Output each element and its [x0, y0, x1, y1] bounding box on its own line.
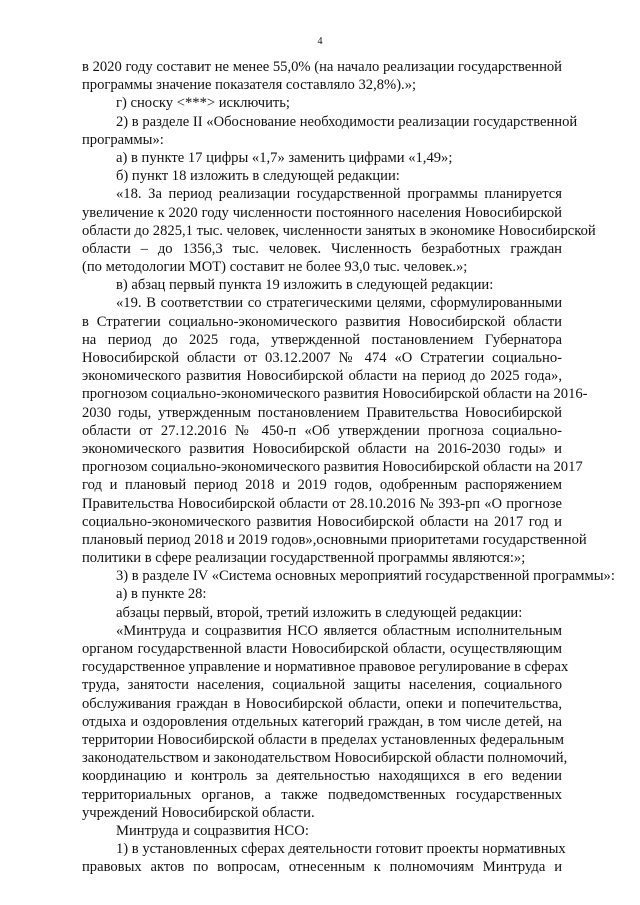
text-line: 2030 годы, утвержденным постановлением Правительства Новосибирской [82, 404, 562, 421]
text-line: учреждений Новосибирской области. [82, 804, 315, 821]
text-line: экономического развития Новосибирской области на 2016-2030 годы» и [82, 440, 562, 457]
text-line: обслуживания граждан в Новосибирской области, опеки и попечительства, [82, 695, 562, 712]
text-line: труда, занятости населения, социальной защиты населения, социального [82, 677, 562, 694]
text-line: государственное управление и нормативное правовое регулирование в сферах [82, 659, 569, 676]
text-line: экономического развития Новосибирской области на период до 2025 года», [82, 368, 562, 385]
text-line: прогнозом социально-экономического развития Новосибирской области на 2016- [82, 386, 588, 403]
text-line: Правительства Новосибирской области от 28.10.2016 № 393-рп «О прогнозе [82, 495, 562, 512]
text-line: 3) в разделе IV «Система основных мероприятий государственной программы»: [116, 568, 615, 585]
text-line: области – до 1356,3 тыс. человек. Численность безработных граждан [82, 240, 562, 257]
text-line: а) в пункте 28: [116, 586, 207, 603]
text-line: законодательством и законодательством Новосибирской области полномочий, [82, 750, 568, 767]
text-line: программы»: [82, 131, 164, 148]
text-line: области до 2825,1 тыс. человек, численности занятых в экономике Новосибирской [82, 222, 596, 239]
document-body [82, 58, 615, 876]
text-line: Новосибирской области от 03.12.2007 № 474 «О Стратегии социально- [82, 350, 562, 366]
text-line: 1) в установленных сферах деятельности готовит проекты нормативных [116, 841, 566, 858]
text-line: на период до 2025 года, утвержденной постановлением Губернатора [82, 331, 562, 348]
text-line: «Минтруда и соцразвития НСО является областным исполнительным [116, 622, 562, 639]
text-line: координацию и контроль за деятельностью находящихся в его ведении [82, 768, 562, 785]
text-line: абзацы первый, второй, третий изложить в следующей редакции: [116, 604, 523, 621]
text-line: отдыха и оздоровления отдельных категорий граждан, в том числе детей, на [82, 713, 562, 730]
page-number: 4 [317, 36, 323, 47]
text-line: социально-экономического развития Новосибирской области на 2017 год и [82, 513, 562, 530]
text-line: г) сноску <***> исключить; [116, 95, 290, 112]
text-line: политики в сфере реализации государственной программы являются:»; [82, 550, 526, 567]
text-line: б) пункт 18 изложить в следующей редакции: [116, 168, 400, 185]
text-line: в Стратегии социально-экономического развития Новосибирской области [82, 313, 562, 330]
text-line: 2) в разделе II «Обоснование необходимости реализации государственной [116, 113, 578, 130]
text-line: плановый период 2018 и 2019 годов»,основными приоритетами государственной [82, 531, 587, 548]
text-line: год и плановый период 2018 и 2019 годов, одобренным распоряжением [82, 477, 562, 494]
text-line: «18. За период реализации государственной программы планируется [116, 186, 562, 203]
text-line: правовых актов по вопросам, отнесенным к полномочиям Минтруда и [82, 859, 562, 876]
text-line: «19. В соответствии со стратегическими целями, сформулированными [116, 295, 562, 312]
text-line: в) абзац первый пункта 19 изложить в следующей редакции: [116, 277, 494, 294]
text-line: программы значение показателя составляло 32,8%).»; [82, 77, 417, 94]
text-line: органом государственной власти Новосибирской области, осуществляющим [82, 641, 562, 657]
text-line: прогнозом социально-экономического развития Новосибирской области на 2017 [82, 459, 583, 476]
text-line: территориальных органов, а также подведомственных государственных [82, 786, 562, 803]
text-line: области от 27.12.2016 № 450-п «Об утверждении прогноза социально- [82, 422, 562, 439]
text-line: а) в пункте 17 цифры «1,7» заменить цифрами «1,49»; [116, 149, 453, 166]
text-line: увеличение к 2020 году численности постоянного населения Новосибирской [82, 204, 562, 221]
text-line: (по методологии МОТ) составит не более 93,0 тыс. человек.»; [82, 259, 468, 276]
text-line: Минтруда и соцразвития НСО: [116, 822, 309, 839]
text-line: территории Новосибирской области в пределах установленных федеральным [82, 731, 565, 748]
text-line: в 2020 году составит не менее 55,0% (на начало реализации государственной [82, 59, 562, 75]
